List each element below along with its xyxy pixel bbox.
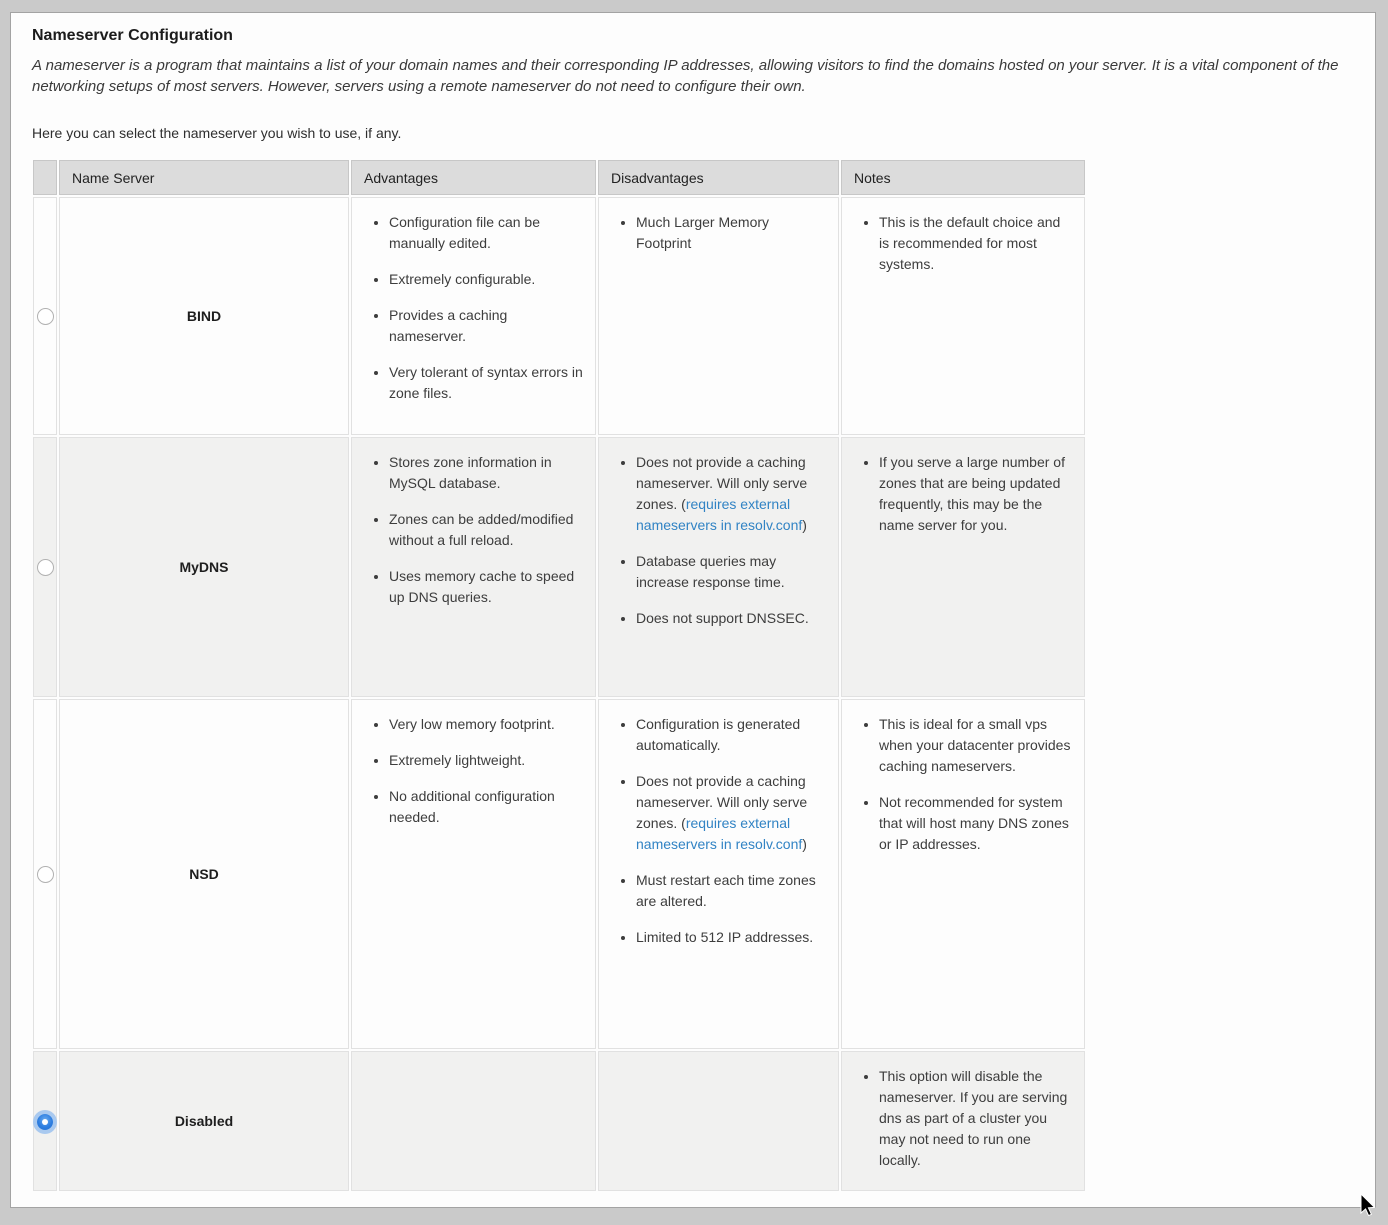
disadvantages-cell-mydns [598,437,839,697]
nameserver-table-body [33,197,1085,1191]
page-title: Nameserver Configuration [32,27,233,44]
nameserver-name-mydns: MyDNS [179,559,229,575]
table-row-mydns [33,437,1085,697]
disadvantages-list [611,212,826,254]
radio-cell-disabled [33,1051,57,1191]
column-header-notes: Notes [841,160,1085,195]
radio-nsd[interactable] [37,866,54,883]
resolv-conf-link[interactable]: requires external nameservers in resolv.conf [636,815,803,852]
list-item: • Very tolerant of syntax errors in zone files. [389,362,583,404]
disadvantages-list [611,714,826,948]
advantages-list [364,452,583,608]
selection-prompt: Here you can select the nameserver you wish to use, if any. [32,125,402,141]
list-item: • Does not support DNSSEC. [636,608,826,629]
disadvantages-cell-nsd [598,699,839,1049]
name-cell-nsd [59,699,349,1049]
notes-cell-disabled [841,1051,1085,1191]
advantages-cell-disabled [351,1051,596,1191]
nameserver-name-nsd: NSD [189,866,219,882]
list-item: • Zones can be added/modified without a full reload. [389,509,583,551]
advantages-cell-bind [351,197,596,435]
table-header-row [33,160,1085,195]
name-cell-bind [59,197,349,435]
name-cell-mydns [59,437,349,697]
radio-cell-mydns [33,437,57,697]
list-item: • Must restart each time zones are altered. [636,870,826,912]
name-cell-disabled [59,1051,349,1191]
radio-disabled[interactable] [37,1114,53,1130]
notes-cell-nsd [841,699,1085,1049]
list-item: • Does not provide a caching nameserver. Will only serve zones. (requires external nameservers in resolv.conf) [636,452,826,536]
advantages-cell-nsd [351,699,596,1049]
table-row-bind [33,197,1085,435]
nameserver-name-disabled: Disabled [174,1113,234,1129]
radio-cell-bind [33,197,57,435]
list-item: • If you serve a large number of zones that are being updated frequently, this may be the name server for you. [879,452,1072,536]
list-item: • Extremely configurable. [389,269,583,290]
notes-list [854,452,1072,536]
disadvantages-cell-bind [598,197,839,435]
nameserver-table [31,158,1087,1193]
advantages-cell-mydns [351,437,596,697]
notes-cell-mydns [841,437,1085,697]
list-item: • This is ideal for a small vps when your datacenter provides caching nameservers. [879,714,1072,777]
resolv-conf-link[interactable]: requires external nameservers in resolv.conf [636,496,803,533]
radio-mydns[interactable] [37,559,54,576]
notes-list [854,1066,1072,1171]
advantages-list [364,714,583,828]
disadvantages-cell-disabled [598,1051,839,1191]
nameserver-name-bind: BIND [186,308,222,324]
advantages-list [364,212,583,404]
disadvantages-list [611,452,826,629]
list-item: • Uses memory cache to speed up DNS queries. [389,566,583,608]
column-header-advantages: Advantages [351,160,596,195]
column-header-radio [33,160,57,195]
list-item: • Configuration is generated automatically. [636,714,826,756]
page-description: A nameserver is a program that maintains a list of your domain names and their corresponding IP addresses, allowing visitors to find the domains hosted on your server. It is a vital component of the networking setups of most servers. However, servers using a remote nameserver do not need to configure their own. [32,57,1339,95]
notes-list [854,212,1072,275]
list-item: • Stores zone information in MySQL database. [389,452,583,494]
column-header-disadvantages: Disadvantages [598,160,839,195]
list-item: • Much Larger Memory Footprint [636,212,826,254]
list-item: • Very low memory footprint. [389,714,583,735]
column-header-name-server: Name Server [59,160,349,195]
list-item: • No additional configuration needed. [389,786,583,828]
radio-cell-nsd [33,699,57,1049]
table-row-nsd [33,699,1085,1049]
list-item: • This is the default choice and is recommended for most systems. [879,212,1072,275]
notes-cell-bind [841,197,1085,435]
list-item: • This option will disable the nameserver. If you are serving dns as part of a cluster you may not need to run one locally. [879,1066,1072,1171]
list-item: • Not recommended for system that will host many DNS zones or IP addresses. [879,792,1072,855]
radio-selected-dot [42,1119,48,1125]
list-item: • Does not provide a caching nameserver. Will only serve zones. (requires external nameservers in resolv.conf) [636,771,826,855]
notes-list [854,714,1072,855]
radio-bind[interactable] [37,308,54,325]
list-item: • Limited to 512 IP addresses. [636,927,826,948]
list-item: • Provides a caching nameserver. [389,305,583,347]
list-item: • Database queries may increase response time. [636,551,826,593]
list-item: • Configuration file can be manually edited. [389,212,583,254]
list-item: • Extremely lightweight. [389,750,583,771]
table-row-disabled [33,1051,1085,1191]
content-panel [10,12,1376,1208]
